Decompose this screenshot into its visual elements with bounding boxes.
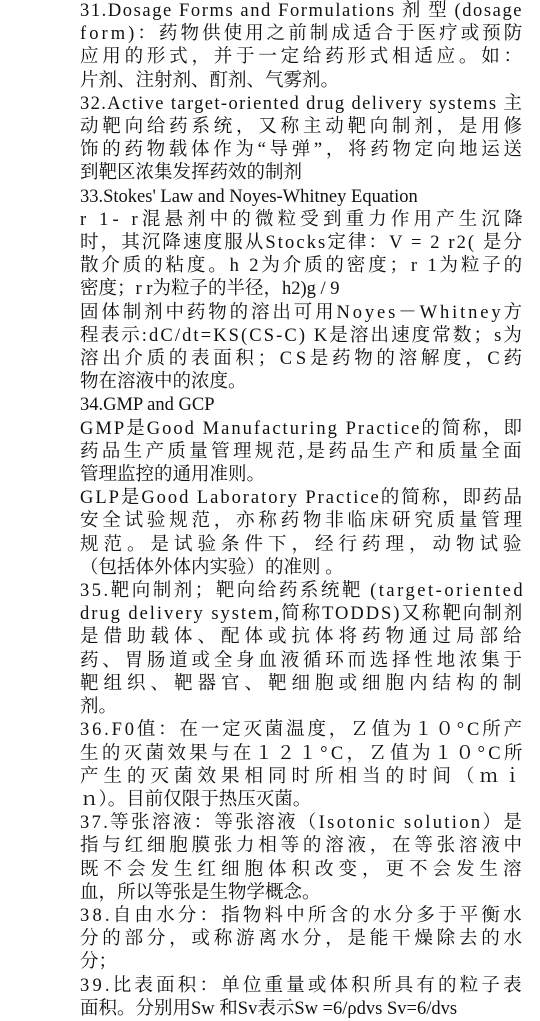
paragraph (80, 394, 522, 417)
paragraph (80, 719, 527, 812)
text-line: （包括体外体内实验）的准则 。 (80, 557, 344, 578)
paragraph (80, 186, 522, 209)
text-line: 血，所以等张是生物学概念。 (80, 882, 321, 903)
paragraph (80, 93, 526, 186)
paragraph (80, 580, 527, 719)
text-line: 应用的形式，并于一定给药形式相适应。如： (80, 47, 526, 68)
text-line: 是借助载体、配体或抗体将药物通过局部给 (80, 627, 527, 648)
text-line: 管理监控的通用准则。 (80, 465, 266, 486)
text-line: 生的灭菌效果与在１２１°C，Ｚ值为１０°C所 (80, 743, 526, 764)
text-line: 动靶向给药系统，又称主动靶向制剂，是用修 (80, 117, 526, 138)
paragraph (80, 812, 527, 905)
text-line: 药、胃肠道或全身血液循环而选择性地浓集于 (80, 650, 526, 671)
text-line: r 1- r混悬剂中的微粒受到重力作用产生沉降 (80, 209, 527, 230)
text-line: 产生的灭菌效果相同时所相当的时间（ｍｉ (80, 766, 527, 787)
text-line: GMP是Good Manufacturing Practice的简称，即 (80, 418, 525, 439)
paragraph (80, 0, 526, 93)
text-line: 密度；r r为粒子的半径，h2)g / 9 (80, 279, 340, 300)
paragraph (80, 905, 526, 975)
text-line: 药品生产质量管理规范,是药品生产和质量全面 (80, 441, 525, 462)
text-line: GLP是Good Laboratory Practice的简称，即药品 (80, 488, 525, 509)
text-line: 33.Stokes' Law and Noyes-Whitney Equation (80, 186, 418, 207)
text-line: 程表示:dC/dt=KS(CS-C) K是溶出速度常数；s为 (80, 325, 524, 346)
text-line: 时，其沉降速度服从Stocks定律：V = 2 r2( 是分 (80, 233, 525, 254)
text-line: 溶出介质的表面积；CS是药物的溶解度，C药 (80, 349, 526, 370)
text-line: 分的部分，或称游离水分，是能干燥除去的水 (80, 929, 526, 950)
text-column (80, 0, 527, 1021)
text-line: 面积。分别用Sw 和Sv表示Sw =6/ρdvs Sv=6/dvs (80, 998, 458, 1019)
text-line: form)：药物供使用之前制成适合于医疗或预防 (80, 24, 526, 45)
text-line: 到靶区浓集发挥药效的制剂 (80, 163, 303, 184)
text-line: 片剂、注射剂、酊剂、气雾剂。 (80, 70, 340, 91)
text-line: 指与红细胞膜张力相等的溶液，在等张溶液中 (80, 836, 526, 857)
text-line: ｎ）。目前仅限于热压灭菌。 (80, 789, 312, 810)
text-line: 37.等张溶液：等张溶液（Isotonic solution）是 (80, 813, 525, 834)
text-line: 既不会发生红细胞体积改变，更不会发生溶 (80, 859, 527, 880)
text-line: 39.比表面积：单位重量或体积所具有的粒子表 (80, 975, 525, 996)
text-line: 物在溶液中的浓度。 (80, 372, 247, 393)
text-line: 31.Dosage Forms and Formulations 剂 型 (dosage (80, 1, 524, 21)
text-line: 32.Active target-oriented drug delivery systems 主 (80, 93, 524, 114)
text-line: 规范。是试验条件下，经行药理，动物试验 (80, 534, 527, 555)
text-line: 散介质的粘度。h 2为介质的密度；r 1为粒子的 (80, 256, 526, 277)
paragraph (80, 209, 527, 302)
paragraph (80, 418, 525, 488)
text-line: 38.自由水分：指物料中所含的水分多于平衡水 (80, 905, 525, 926)
paragraph (80, 975, 525, 1021)
text-line: 固体制剂中药物的溶出可用Noyes－Whitney方 (80, 302, 525, 323)
text-line: 饰的药物载体作为“导弹”，将药物定向地运送 (80, 140, 526, 161)
text-line: 安全试验规范，亦称药物非临床研究质量管理 (80, 511, 526, 532)
text-line: 34.GMP and GCP (80, 395, 215, 416)
text-line: 靶组织、靶器官、靶细胞或细胞内结构的制 (80, 673, 527, 694)
paragraph (80, 302, 526, 395)
text-line: 分； (80, 952, 118, 973)
text-line: 35.靶向制剂；靶向给药系统靶 (target-oriented (80, 581, 526, 602)
text-line: 36.F0值：在一定灭菌温度，Ｚ值为１０°C所产 (80, 720, 525, 741)
text-line: drug delivery system,简称TODDS)又称靶向制剂 (80, 604, 525, 625)
text-line: 剂。 (80, 697, 118, 718)
paragraph (80, 487, 527, 580)
